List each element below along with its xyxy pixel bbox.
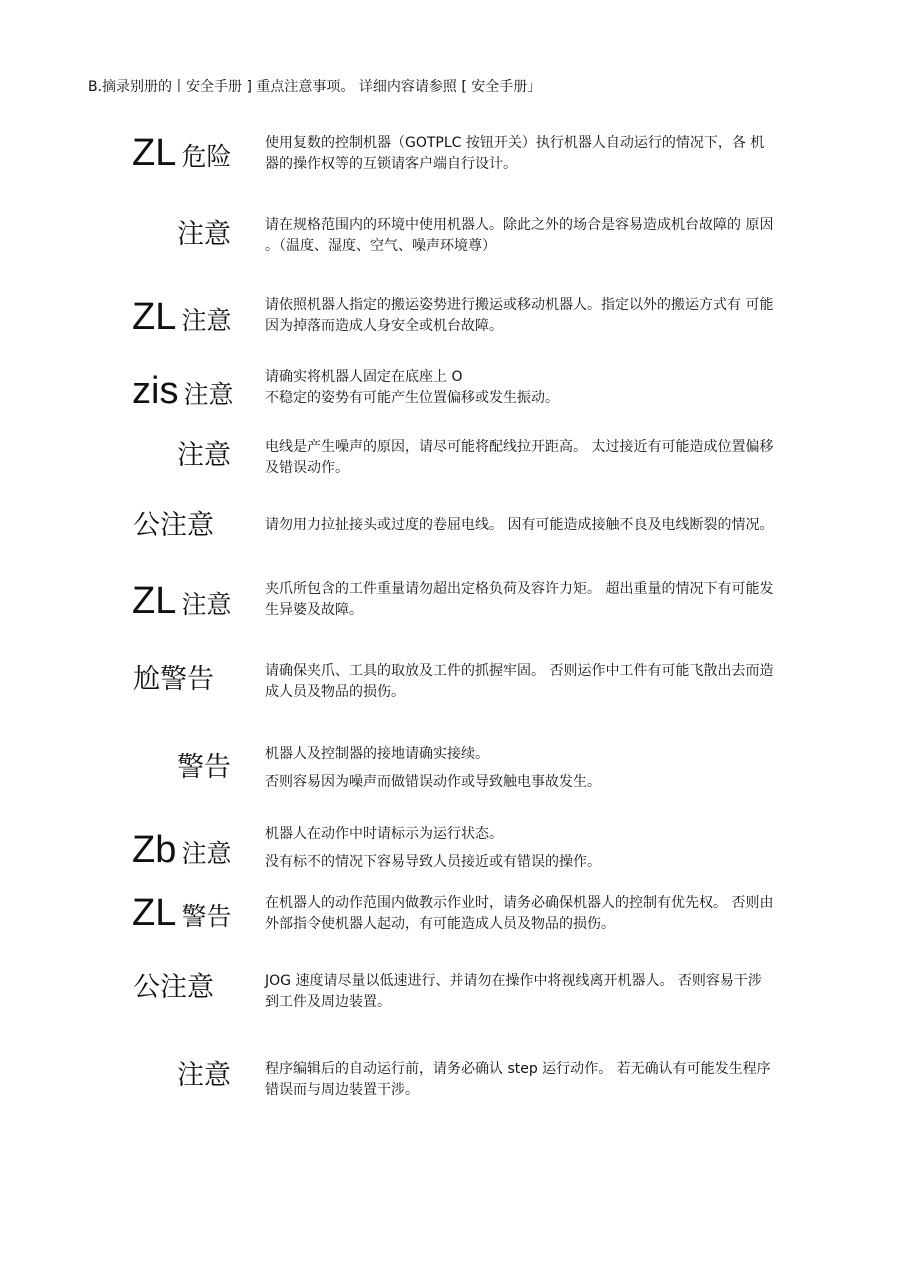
description-line: 机器人及控制器的接地请确实接续。 xyxy=(265,746,489,762)
description-line: 程序编辑后的自动运行前，请务必确认 step 运行动作。 若无确认有可能发生程序 xyxy=(265,1061,771,1077)
hazard-level: 注意 xyxy=(177,1060,231,1091)
safety-label xyxy=(177,442,231,469)
description-line: 生异婆及故障。 xyxy=(265,602,363,618)
hazard-level: 注意 xyxy=(181,839,232,868)
safety-description xyxy=(265,1059,805,1101)
safety-description xyxy=(265,437,805,479)
safety-description xyxy=(265,367,805,409)
description-line: 请确实将机器人固定在底座上 O xyxy=(265,369,463,385)
description-line: 请确保夹爪、工具的取放及工件的抓握牢固。 否则运作中工件有可能飞散出去而造 xyxy=(265,663,774,679)
description-line: 没有标不的情况下容易导致人员接近或有错误的操作。 xyxy=(265,854,601,870)
hazard-level: 注意 xyxy=(177,440,231,471)
safety-label xyxy=(132,582,231,620)
hazard-level: 警告 xyxy=(181,902,232,931)
safety-label xyxy=(132,831,231,869)
warning-symbol-text: Zb xyxy=(132,829,177,871)
hazard-level: 注意 xyxy=(177,219,231,250)
safety-label xyxy=(132,298,231,336)
description-line: 不稳定的姿势有可能产生位置偏移或发生振动。 xyxy=(265,390,559,406)
description-line: 使用复数的控制机器（GOTPLC 按钮开关）执行机器人自动运行的情况下，各 机 xyxy=(265,135,765,151)
description-line: 及错误动作。 xyxy=(265,460,349,476)
description-line: 请勿用力拉扯接头或过度的卷屈电线。 因有可能造成接触不良及电线断裂的情况。 xyxy=(265,517,774,533)
safety-description xyxy=(265,824,805,873)
description-line: 夹爪所包含的工件重量请勿超出定格负荷及容许力矩。 超出重量的情况下有可能发 xyxy=(265,581,774,597)
safety-label xyxy=(133,512,214,539)
hazard-level: 公注意 xyxy=(133,972,214,1003)
description-line: 在机器人的动作范围内做教示作业时，请务必确保机器人的控制有优先权。 否则由 xyxy=(265,895,774,911)
safety-description xyxy=(265,661,805,703)
safety-label xyxy=(132,894,231,932)
hazard-level: 警告 xyxy=(177,752,231,783)
description-line: 因为掉落而造成人身安全或机台故障。 xyxy=(265,318,503,334)
safety-description xyxy=(265,515,805,536)
safety-label xyxy=(132,134,231,172)
safety-description xyxy=(265,295,805,337)
safety-label xyxy=(132,372,234,410)
warning-symbol-text: zis xyxy=(132,370,179,412)
hazard-level: 注意 xyxy=(181,590,232,619)
description-line: 电线是产生噪声的原因，请尽可能将配线拉开距高。 太过接近有可能造成位置偏移 xyxy=(265,439,774,455)
safety-description xyxy=(265,133,805,175)
safety-description xyxy=(265,971,805,1013)
safety-label xyxy=(133,974,214,1001)
description-line: 到工件及周边装置。 xyxy=(265,994,391,1010)
description-line: 否则容易因为噪声而做错误动作或导致触电事故发生。 xyxy=(265,774,601,790)
description-line: JOG 速度请尽量以低速进行、并请勿在操作中将视线离开机器人。 否则容易干涉 xyxy=(265,973,762,989)
safety-description xyxy=(265,893,805,935)
safety-label xyxy=(177,754,231,781)
description-line: 机器人在动作中时请标示为运行状态。 xyxy=(265,826,503,842)
safety-description xyxy=(265,744,805,793)
hazard-level: 注意 xyxy=(183,380,234,409)
hazard-level: 危险 xyxy=(181,142,232,171)
intro-heading: B.摘录别册的丨安全手册 ] 重点注意事项。 详细内容请参照 [ 安全手册」 xyxy=(88,79,542,95)
safety-description xyxy=(265,215,805,257)
description-line: 外部指令使机器人起动，有可能造成人员及物品的损伤。 xyxy=(265,916,615,932)
warning-symbol-text: ZL xyxy=(132,892,177,934)
hazard-level: 注意 xyxy=(181,306,232,335)
hazard-level: 尬警告 xyxy=(133,664,214,695)
safety-label xyxy=(177,1062,231,1089)
safety-label xyxy=(177,221,231,248)
warning-symbol-text: ZL xyxy=(132,132,177,174)
warning-symbol-text: ZL xyxy=(132,580,177,622)
safety-label xyxy=(133,666,214,693)
description-line: 请依照机器人指定的搬运姿势进行搬运或移动机器人。指定以外的搬运方式有 可能 xyxy=(265,297,774,313)
description-line: 请在规格范围内的环境中使用机器人。除此之外的场合是容易造成机台故障的 原因 xyxy=(265,217,774,233)
description-line: 器的操作权等的互锁请客户端自行设计。 xyxy=(265,156,517,172)
description-line: 。（温度、湿度、空气、噪声环境尊） xyxy=(265,238,496,254)
warning-symbol-text: ZL xyxy=(132,296,177,338)
description-line: 成人员及物品的损伤。 xyxy=(265,684,405,700)
hazard-level: 公注意 xyxy=(133,510,214,541)
description-line: 错误而与周边装置干涉。 xyxy=(265,1082,419,1098)
safety-description xyxy=(265,579,805,621)
